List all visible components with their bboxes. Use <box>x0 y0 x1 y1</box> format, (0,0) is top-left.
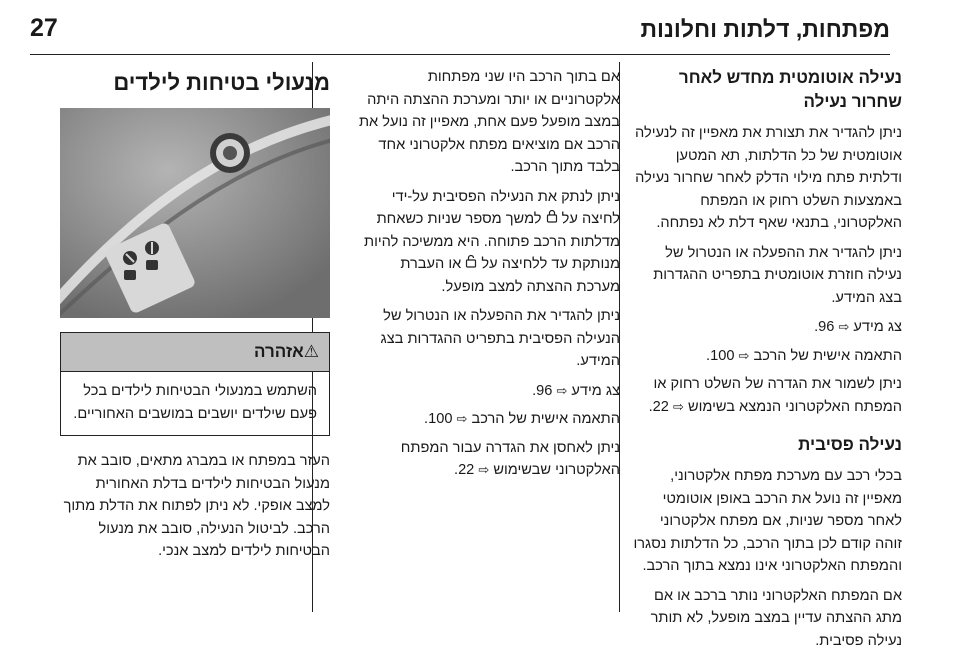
arrow-icon: ⇨ <box>672 399 684 415</box>
reference-text: התאמה אישית של הרכב <box>753 347 902 364</box>
column-left <box>60 66 330 570</box>
reference-page: 100 <box>428 411 453 427</box>
reference-page: 22 <box>458 462 475 478</box>
page-header <box>30 14 890 54</box>
page-title: מפתחות, דלתות וחלונות <box>640 16 890 42</box>
column-middle <box>358 66 620 490</box>
paragraph: ניתן להגדיר את ההפעלה או הנטרול של נעילה חוזרת אוטומטית בתפריט ההגדרות בצג המידע. <box>653 244 902 306</box>
cross-reference: צג מידע ⇨ 96. <box>532 382 620 399</box>
arrow-icon: ⇨ <box>478 463 490 478</box>
arrow-icon: ⇨ <box>838 320 850 335</box>
page-number: 27 <box>30 14 58 42</box>
warning-text: השתמש במנעולי הבטיחות לילדים בכל פעם שילדים יושבים במושבים האחוריים. <box>73 383 317 422</box>
arrow-icon: ⇨ <box>556 383 568 399</box>
unlock-icon <box>465 257 477 271</box>
warning-header: ⚠אזהרה <box>61 333 329 372</box>
paragraph: ניתן להגדיר את תצורת את מאפיין זה לנעילה אוטומטית של כל הדלתות, תא המטען ודלתית פתח מילוי הדלק לאחר שחרור נעילה באמצעות השלט רחוק או המפתח האלקטרוני, בתנאי שאף דלת לא נפתחה. <box>635 125 902 231</box>
cross-reference: התאמה אישית של הרכב ⇨ 100. <box>424 411 620 427</box>
reference-page: 22 <box>652 398 669 415</box>
reference-text: צג מידע <box>571 382 620 399</box>
reference-page: 100 <box>710 347 735 364</box>
section-title-child-locks: מנעולי בטיחות לילדים <box>113 70 330 95</box>
paragraph: אם בתוך הרכב היו שני מפתחות אלקטרוניים או יותר ומערכת ההצתה היתה במצב מופעל פעם אחת, מאפיין זה נועל את הרכב אם מוציאים מפתח אלקטרוני אחד בלבד מתוך הרכב. <box>358 69 620 175</box>
paragraph: ניתן לנתק את הנעילה הפסיבית על-ידי לחיצה על למשך מספר שניות כשאחת מדלתות הרכב פתוחה. היא ממשיכה להיות מנותקת עד ללחיצה על או העברת מערכת ההצתה למצב מופעל. <box>364 188 620 295</box>
reference-text: צג מידע <box>853 319 902 335</box>
warning-box <box>60 332 330 436</box>
reference-text: התאמה אישית של הרכב <box>471 411 620 427</box>
paragraph: ניתן להגדיר את ההפעלה או הנטרול של הנעילה הפסיבית בתפריט ההגדרות בצג המידע. <box>380 308 620 369</box>
paragraph: אם המפתח האלקטרוני נותר ברכב או אם מתג ההצתה עדיין במצב מופעל, לא תותר נעילה פסיבית. <box>650 587 902 649</box>
cross-reference: צג מידע ⇨ 96. <box>814 319 902 335</box>
child-lock-photo <box>60 108 330 318</box>
reference-page: 96 <box>536 382 553 399</box>
lock-icon <box>546 212 558 226</box>
warning-triangle-icon: ⚠ <box>303 342 319 362</box>
section-heading-auto-relock: נעילה אוטומטית מחדש לאחר שחרור נעילה <box>678 68 902 111</box>
paragraph: העזר במפתח או במברג מתאים, סובב את מנעול הבטיחות לילדים בדלת האחורית למצב אופקי. לא ניתן לפתוח את הדלת מתוך הרכב. לביטול הנעילה, סובב את מנעול הבטיחות לילדים למצב אנכי. <box>63 453 330 559</box>
column-right <box>630 66 902 659</box>
cross-reference: התאמה אישית של הרכב ⇨ 100. <box>706 347 902 364</box>
paragraph: בכלי רכב עם מערכת מפתח אלקטרוני, מאפיין זה נועל את הרכב באופן אוטומטי לאחר מספר שניות, אם מפתח אלקטרוני זוהה קודם לכן בתוך הרכב, כל הדלתות נסגרו והמפתח האלקטרוני אינו נמצא בתוך הרכב. <box>633 468 902 574</box>
reference-page: 96 <box>818 319 835 335</box>
arrow-icon: ⇨ <box>738 348 750 364</box>
section-heading-passive-locking: נעילה פסיבית <box>798 435 902 454</box>
arrow-icon: ⇨ <box>456 412 468 427</box>
paragraph: ניתן לשמור את הגדרה של השלט רחוק או המפתח האלקטרוני הנמצא בשימוש ⇨ 22. <box>648 376 902 415</box>
paragraph: ניתן לאחסן את הגדרה עבור המפתח האלקטרוני שבשימוש ⇨ 22. <box>400 439 620 478</box>
header-divider <box>30 54 890 55</box>
